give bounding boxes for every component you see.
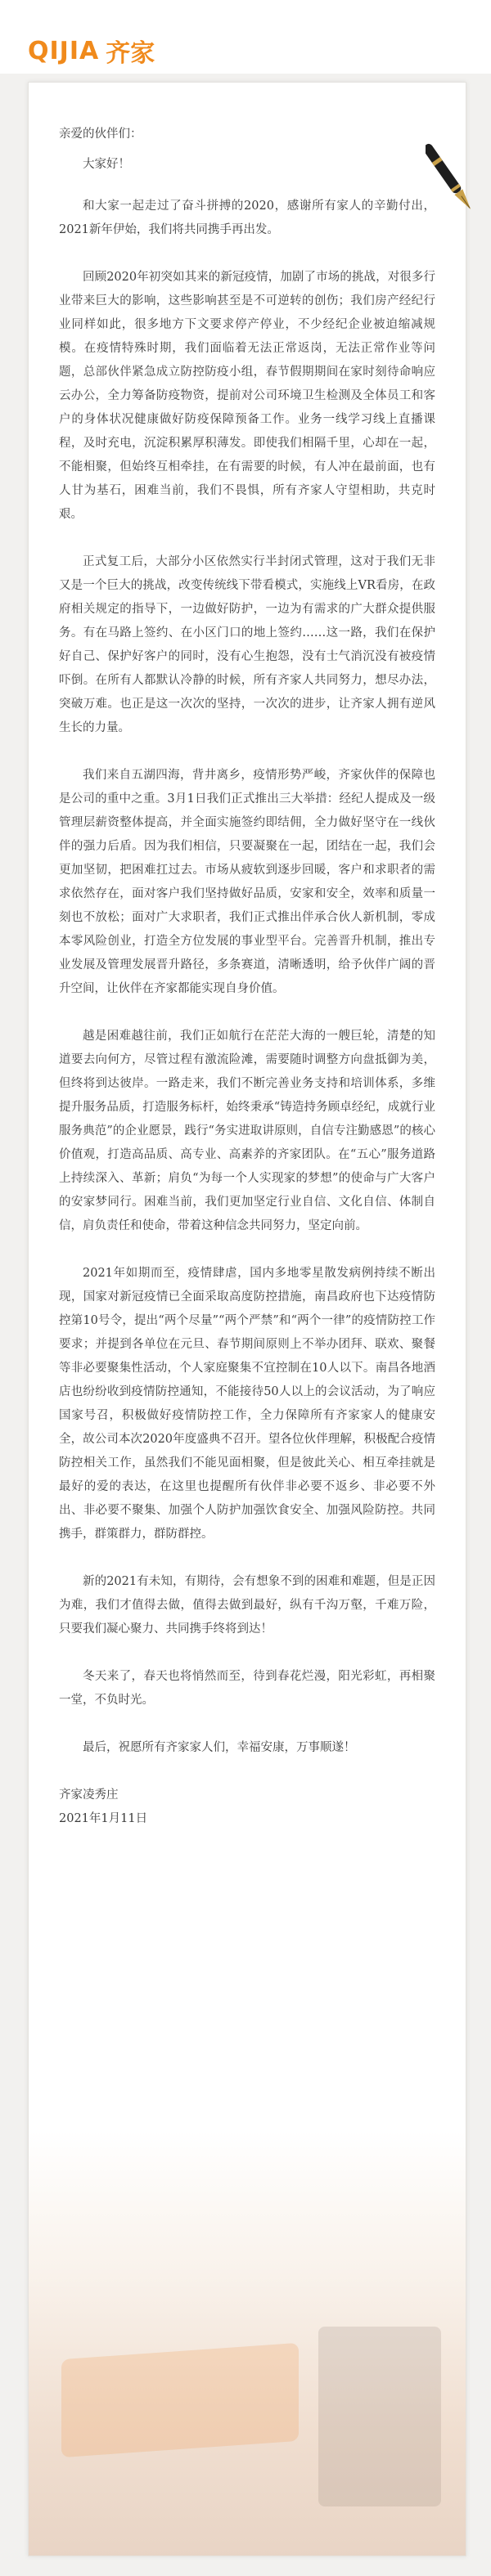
storefront-sign-shape	[61, 2343, 299, 2457]
letter-paragraph: 2021年如期而至，疫情肆虐，国内多地零星散发病例持续不断出现，国家对新冠疫情已全面采取高度防控措施，南昌政府也下达疫情防控第10号令，提出“两个尽量”“两个严禁”和“两个一律”的疫情防控工作要求；并提到各单位在元旦、春节期间原则上不举办团拜、联欢、聚餐等非必要聚集性活动，个人家庭聚集不宜控制在10人以下。南昌各地酒店也纷纷收到疫情防控通知，不能接待50人以上的会议活动，为了响应国家号召，积极做好疫情防控工作，全力保障所有齐家家人的健康安全，故公司本次2020年度盛典不召开。望各位伙伴理解，积极配合疫情防控相关工作，虽然我们不能见面相聚，但是彼此关心、相互牵挂就是最好的爱的表达，在这里也提醒所有伙伴非必要不返乡、非必要不外出、非必要不聚集、加强个人防护加强饮食安全、加强风险防控。共同携手，群策群力，群防群控。	[59, 1267, 435, 1541]
brand-logo[interactable]	[28, 33, 155, 69]
letter-body	[59, 123, 435, 1831]
brand-logo-cn: 齐家	[106, 39, 155, 68]
letter-paragraph: 最后，祝愿所有齐家家人们，幸福安康，万事顺遂！	[83, 1741, 356, 1754]
letter-paragraph: 回顾2020年初突如其来的新冠疫情，加剧了市场的挑战，对很多行业带来巨大的影响，这些影响甚至是不可逆转的创伤；我们房产经纪行业同样如此，很多地方下文要求停产停业，不少经纪企业被迫缩减规模。在疫情特殊时期，我们面临着无法正常返岗，无法正常作业等问题，总部伙伴紧急成立防控防疫小组，春节假期期间在家时刻待命响应云办公，全力筹备防疫物资，提前对公司环境卫生检测及全体员工和客户的身体状况健康做好防疫保障预备工作。业务一线学习线上直播课程，及时充电，沉淀积累厚积薄发。即使我们相隔千里，心却在一起，不能相聚，但始终互相牵挂，在有需要的时候，有人冲在最前面，也有人甘为基石，困难当前，我们不畏惧，所有齐家人守望相助，共克时艰。	[59, 271, 435, 521]
header	[0, 0, 491, 74]
letter-paragraph: 我们来自五湖四海，背井离乡，疫情形势严峻，齐家伙伴的保障也是公司的重中之重。3月1日我们正式推出三大举措：经纪人提成及一级管理层薪资整体提高，并全面实施签约即结佣，全力做好坚守在一线伙伴的强力后盾。因为我们相信，只要凝聚在一起，团结在一起，我们会更加坚韧，把困难扛过去。市场从疲软到逐步回暖，客户和求职者的需求依然存在，面对客户我们坚持做好品质，安家和安全，效率和质量一刻也不放松；面对广大求职者，我们正式推出伴承合伙人新机制，零成本零风险创业，打造全方位发展的事业型平台。完善晋升机制，推出专业发展及管理发展晋升路径，多条赛道，清晰透明，给予伙伴广阔的晋升空间，让伙伴在齐家都能实现自身价值。	[59, 769, 435, 995]
letter-signature: 齐家凌秀庄	[59, 1788, 119, 1802]
letter-paragraph: 越是困难越往前，我们正如航行在茫茫大海的一艘巨轮，清楚的知道要去向何方，尽管过程有激流险滩，需要随时调整方向盘抵御为美，但终将到达彼岸。一路走来，我们不断完善业务支持和培训体系，多维提升服务品质，打造服务标杆，始终秉承“铸造持务顾卓经纪，成就行业服务典范”的企业愿景，践行“务实进取讲原则，自信专注勤感恩”的核心价值观，打造高品质、高专业、高素养的齐家团队。在“五心”服务道路上持续深入、革新；肩负“为每一个人实现家的梦想”的使命与广大客户的安家梦同行。困难当前，我们更加坚定行业自信、文化自信、体制自信，肩负责任和使命，带着这种信念共同努力，坚定向前。	[59, 1030, 435, 1232]
storefront-window-shape	[318, 2327, 441, 2506]
brand-logo-latin: QIJIA	[28, 36, 100, 65]
letter-paragraph: 正式复工后，大部分小区依然实行半封闭式管理，这对于我们无非又是一个巨大的挑战，改变传统线下带看模式，实施线上VR看房，在政府相关规定的指导下，一边做好防护，一边为有需求的广大群众提供服务。有在马路上签约、在小区门口的地上签约……这一路，我们在保护好自己、保护好客户的同时，没有心生抱怨，没有士气消沉没有被疫情吓倒。在所有人都默认冷静的时候，所有齐家人共同努力，想尽办法，突破万难。也正是这一次次的坚持，一次次的进步，让齐家人拥有逆风生长的力量。	[59, 555, 435, 734]
letter-paragraph: 和大家一起走过了奋斗拼搏的2020，感谢所有家人的辛勤付出，2021新年伊始，我们将共同携手再出发。	[59, 200, 435, 236]
letter-date: 2021年1月11日	[59, 1812, 148, 1825]
letter-paragraph: 冬天来了，春天也将悄然而至，待到春花烂漫，阳光彩虹，再相聚一堂，不负时光。	[59, 1670, 435, 1707]
letter-greeting: 大家好！	[83, 158, 130, 171]
letter-salutation: 亲爱的伙伴们：	[59, 128, 142, 141]
storefront-photo-background	[29, 2130, 466, 2556]
letter-paragraph: 新的2021有未知，有期待，会有想象不到的困难和难题，但是正因为难，我们才值得去做，值得去做到最好，纵有千沟万壑，千难万险，只要我们凝心聚力、共同携手终将到达！	[59, 1575, 435, 1636]
